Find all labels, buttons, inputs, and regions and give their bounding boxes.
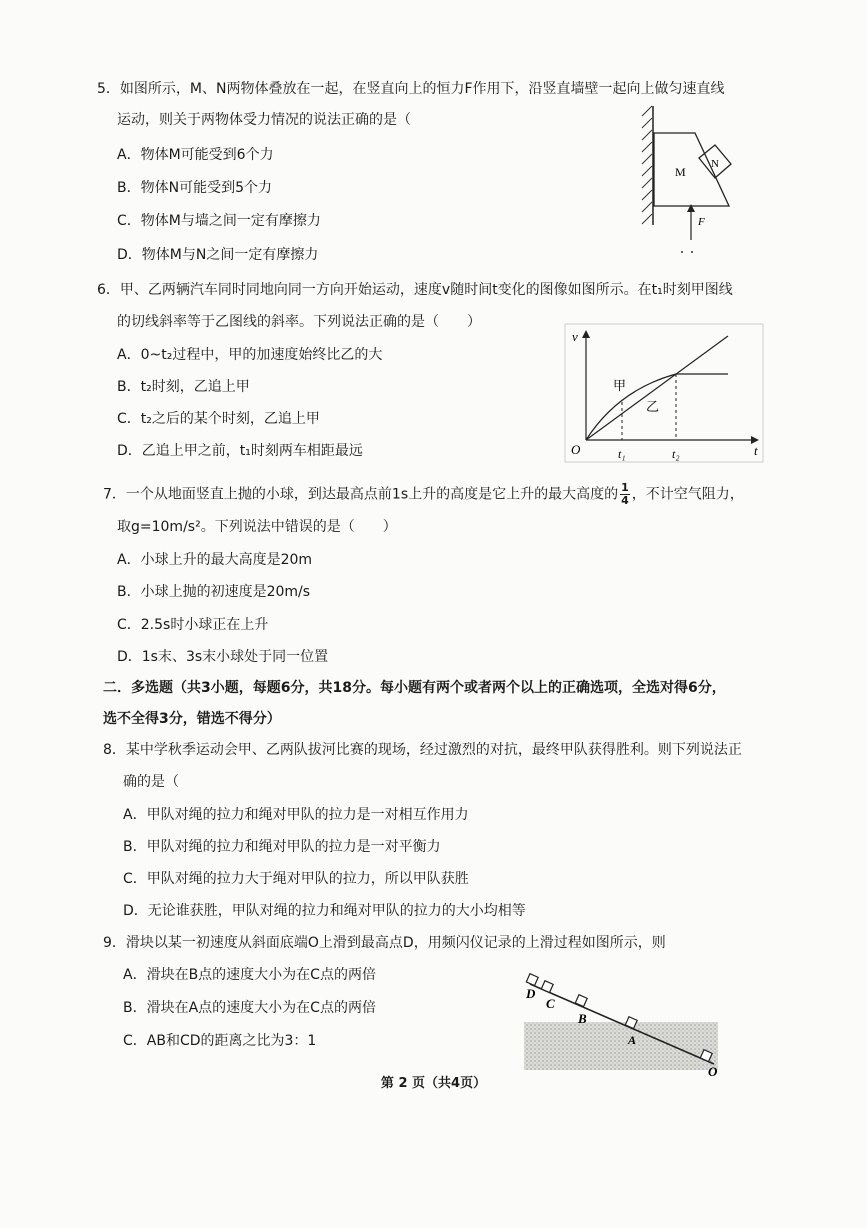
- label-o: O: [708, 1064, 718, 1078]
- q9-stem: 9．滑块以某一初速度从斜面底端O上滑到最高点D，用频闪仪记录的上滑过程如图所示，则: [103, 935, 666, 951]
- q5-stem-line1: 5．如图所示，M、N两物体叠放在一起，在竖直向上的恒力F作用下，沿竖直墙壁一起向上做匀速直线: [97, 81, 725, 97]
- label-yi: 乙: [646, 400, 660, 415]
- q6-option-d: D．乙追上甲之前，t₁时刻两车相距最远: [117, 443, 363, 459]
- q7-option-c: C．2.5s时小球正在上升: [117, 617, 269, 633]
- q6-stem-line2: 的切线斜率等于乙图线的斜率。下列说法正确的是（ ）: [117, 314, 481, 330]
- q6-option-c: C．t₂之后的某个时刻，乙追上甲: [117, 411, 320, 427]
- label-f: F: [698, 216, 705, 228]
- q7-stem-part2: ，不计空气阻力，: [631, 486, 744, 503]
- q9-option-a: A．滑块在B点的速度大小为在C点的两倍: [123, 967, 376, 983]
- slider-d: [526, 974, 538, 986]
- section2-heading-line1: 二．多选题（共3小题，每题6分，共18分。每小题有两个或者两个以上的正确选项，全选对得6分，: [103, 680, 726, 696]
- q8-stem-line2: 确的是（: [123, 774, 179, 790]
- label-m: M: [675, 165, 686, 179]
- label-t: t: [754, 443, 758, 458]
- q7-stem-part1: 7．一个从地面竖直上抛的小球，到达最高点前1s上升的高度是它上升的最大高度的: [103, 486, 619, 503]
- q6-stem-line1: 6．甲、乙两辆汽车同时同地向同一方向开始运动，速度v随时间t变化的图像如图所示。在t₁时刻甲图线: [97, 282, 733, 298]
- q5-wall-block-figure: [640, 100, 750, 260]
- q7-option-a: A．小球上升的最大高度是20m: [117, 552, 313, 568]
- q9-incline-figure: [518, 968, 728, 1078]
- label-n: N: [711, 158, 719, 170]
- q5-option-a: A．物体M可能受到6个力: [117, 147, 274, 163]
- q7-stem-line2: 取g=10m/s²。下列说法中错误的是（ ）: [117, 519, 397, 535]
- label-v: v: [572, 329, 578, 344]
- q8-option-d: D．无论谁获胜，甲队对绳的拉力和绳对甲队的拉力的大小均相等: [123, 903, 526, 919]
- label-b: B: [578, 1011, 587, 1026]
- label-a: A: [628, 1033, 637, 1047]
- slider-c: [541, 981, 553, 993]
- q7-fraction-numerator: 1: [621, 481, 629, 494]
- label-c: C: [546, 996, 555, 1011]
- q5-stem-line2: 运动，则关于两物体受力情况的说法正确的是（: [117, 112, 411, 128]
- q6-option-b: B．t₂时刻，乙追上甲: [117, 379, 250, 395]
- q7-fraction: [620, 482, 630, 507]
- q7-fraction-denominator: 4: [621, 494, 629, 507]
- page-number: 第 2 页（共4页）: [380, 1076, 487, 1091]
- q6-option-a: A．0~t₂过程中，甲的加速度始终比乙的大: [117, 347, 383, 363]
- q5-option-d: D．物体M与N之间一定有摩擦力: [117, 247, 319, 263]
- label-origin: O: [571, 442, 581, 457]
- label-d: D: [526, 986, 536, 1001]
- q8-stem-line1: 8．某中学秋季运动会甲、乙两队拔河比赛的现场，经过激烈的对抗，最终甲队获得胜利。则下列说法正: [103, 742, 742, 758]
- q7-option-b: B．小球上抛的初速度是20m/s: [117, 584, 311, 600]
- q6-velocity-time-graph: [563, 322, 768, 467]
- q8-option-b: B．甲队对绳的拉力和绳对甲队的拉力是一对平衡力: [123, 839, 441, 855]
- q8-option-a: A．甲队对绳的拉力和绳对甲队的拉力是一对相互作用力: [123, 807, 469, 823]
- section2-heading-line2: 选不全得3分，错选不得分）: [103, 711, 281, 727]
- label-jia: 甲: [613, 379, 627, 394]
- q9-option-c: C．AB和CD的距离之比为3：1: [123, 1033, 317, 1049]
- label-t1: t₁: [618, 447, 626, 461]
- q5-option-b: B．物体N可能受到5个力: [117, 180, 272, 196]
- q5-option-c: C．物体M与墙之间一定有摩擦力: [117, 213, 321, 229]
- ground-texture: [524, 1022, 718, 1070]
- q8-option-c: C．甲队对绳的拉力大于绳对甲队的拉力，所以甲队获胜: [123, 871, 469, 887]
- q9-option-b: B．滑块在A点的速度大小为在C点的两倍: [123, 1000, 376, 1016]
- q7-option-d: D．1s末、3s末小球处于同一位置: [117, 649, 329, 665]
- label-t2: t₂: [672, 447, 680, 461]
- line-yi: [586, 336, 728, 440]
- q7-stem-line1: [103, 482, 744, 507]
